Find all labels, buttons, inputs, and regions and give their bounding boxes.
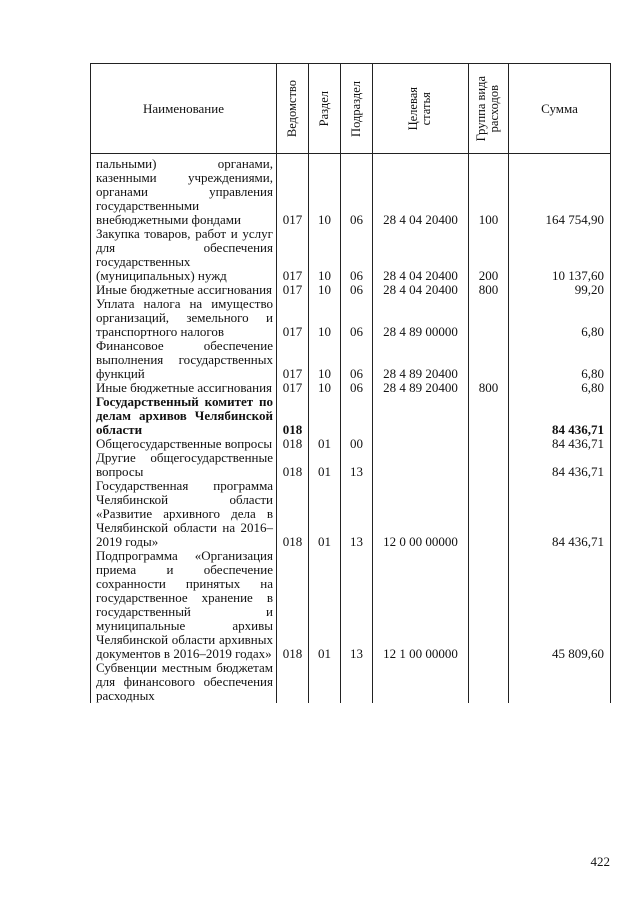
header-summa: Сумма <box>509 64 611 154</box>
row-celevaya: 12 1 00 00000 <box>373 549 469 661</box>
row-name: пальными) органами, казенными учреждениями, органами управления государственными внебюджетными фондами <box>91 154 277 228</box>
row-ved: 017 <box>277 154 309 228</box>
row-gruppa: 800 <box>469 381 509 395</box>
row-gruppa: 200 <box>469 227 509 283</box>
row-podrazdel: 00 <box>341 437 373 451</box>
row-ved: 017 <box>277 339 309 381</box>
row-razdel: 10 <box>309 227 341 283</box>
row-ved: 018 <box>277 549 309 661</box>
row-celevaya: 28 4 89 20400 <box>373 339 469 381</box>
row-celevaya <box>373 451 469 479</box>
row-podrazdel: 06 <box>341 227 373 283</box>
header-razdel: Раздел <box>309 64 341 154</box>
row-celevaya <box>373 395 469 437</box>
row-razdel: 10 <box>309 339 341 381</box>
row-podrazdel: 06 <box>341 297 373 339</box>
row-celevaya <box>373 661 469 703</box>
row-name: Иные бюджетные ассигнования <box>91 381 277 395</box>
row-razdel: 01 <box>309 479 341 549</box>
row-razdel <box>309 395 341 437</box>
row-name: Финансовое обеспечение выполнения государственных функций <box>91 339 277 381</box>
table-row <box>91 661 611 703</box>
table-row <box>91 283 611 297</box>
row-summa: 84 436,71 <box>509 451 611 479</box>
row-gruppa <box>469 297 509 339</box>
row-podrazdel <box>341 661 373 703</box>
table-row <box>91 451 611 479</box>
header-row <box>91 64 611 154</box>
row-celevaya: 28 4 04 20400 <box>373 283 469 297</box>
row-razdel: 10 <box>309 381 341 395</box>
row-summa: 6,80 <box>509 297 611 339</box>
row-summa: 10 137,60 <box>509 227 611 283</box>
row-razdel: 10 <box>309 283 341 297</box>
row-celevaya: 28 4 89 20400 <box>373 381 469 395</box>
budget-table <box>90 63 611 703</box>
row-summa: 84 436,71 <box>509 395 611 437</box>
page-number: 422 <box>590 854 610 869</box>
row-summa <box>509 661 611 703</box>
row-gruppa <box>469 437 509 451</box>
table-row <box>91 549 611 661</box>
row-ved: 018 <box>277 437 309 451</box>
row-name: Государственный комитет по делам архивов Челябинской области <box>91 395 277 437</box>
row-ved: 017 <box>277 297 309 339</box>
row-ved: 017 <box>277 283 309 297</box>
row-summa: 84 436,71 <box>509 479 611 549</box>
row-gruppa: 800 <box>469 283 509 297</box>
row-ved: 018 <box>277 395 309 437</box>
row-podrazdel: 13 <box>341 479 373 549</box>
row-gruppa <box>469 479 509 549</box>
row-name: Иные бюджетные ассигнования <box>91 283 277 297</box>
row-ved: 017 <box>277 381 309 395</box>
row-summa: 45 809,60 <box>509 549 611 661</box>
row-summa: 6,80 <box>509 339 611 381</box>
table-row <box>91 227 611 283</box>
row-name: Субвенции местным бюджетам для финансового обеспечения расходных <box>91 661 277 703</box>
header-gruppa: Группа вида расходов <box>469 64 509 154</box>
row-podrazdel: 06 <box>341 381 373 395</box>
row-celevaya: 28 4 89 00000 <box>373 297 469 339</box>
table-row <box>91 395 611 437</box>
table-row <box>91 154 611 228</box>
row-razdel: 10 <box>309 297 341 339</box>
row-razdel: 01 <box>309 451 341 479</box>
row-summa: 99,20 <box>509 283 611 297</box>
row-name: Подпрограмма «Организация приема и обеспечение сохранности принятых на государственное хранение в государственный и муниципальные архивы Челябинской области архивных документов в 2016–2019 годах» <box>91 549 277 661</box>
row-gruppa <box>469 549 509 661</box>
row-name: Закупка товаров, работ и услуг для обеспечения государственных (муниципальных) нужд <box>91 227 277 283</box>
row-gruppa: 100 <box>469 154 509 228</box>
header-tselevaya: Целевая статья <box>373 64 469 154</box>
table-row <box>91 479 611 549</box>
table-row <box>91 339 611 381</box>
row-name: Общегосударственные вопросы <box>91 437 277 451</box>
row-celevaya: 12 0 00 00000 <box>373 479 469 549</box>
row-gruppa <box>469 661 509 703</box>
row-podrazdel: 06 <box>341 283 373 297</box>
table-row <box>91 381 611 395</box>
row-summa: 84 436,71 <box>509 437 611 451</box>
header-name: Наименование <box>91 64 277 154</box>
row-ved: 018 <box>277 451 309 479</box>
row-razdel: 01 <box>309 437 341 451</box>
row-razdel: 01 <box>309 549 341 661</box>
row-name: Государственная программа Челябинской области «Развитие архивного дела в Челябинской области на 2016–2019 годы» <box>91 479 277 549</box>
row-podrazdel: 06 <box>341 339 373 381</box>
row-name: Уплата налога на имущество организаций, земельного и транспортного налогов <box>91 297 277 339</box>
row-podrazdel: 13 <box>341 451 373 479</box>
header-podrazdel: Подраздел <box>341 64 373 154</box>
row-summa: 164 754,90 <box>509 154 611 228</box>
row-ved <box>277 661 309 703</box>
row-gruppa <box>469 451 509 479</box>
row-celevaya: 28 4 04 20400 <box>373 154 469 228</box>
row-ved: 018 <box>277 479 309 549</box>
row-razdel <box>309 661 341 703</box>
row-name: Другие общегосударственные вопросы <box>91 451 277 479</box>
table-row <box>91 437 611 451</box>
table-row <box>91 297 611 339</box>
row-gruppa <box>469 395 509 437</box>
row-summa: 6,80 <box>509 381 611 395</box>
header-vedomstvo: Ведомство <box>277 64 309 154</box>
row-celevaya <box>373 437 469 451</box>
row-celevaya: 28 4 04 20400 <box>373 227 469 283</box>
row-podrazdel: 13 <box>341 549 373 661</box>
row-podrazdel: 06 <box>341 154 373 228</box>
row-ved: 017 <box>277 227 309 283</box>
row-podrazdel <box>341 395 373 437</box>
row-razdel: 10 <box>309 154 341 228</box>
row-gruppa <box>469 339 509 381</box>
